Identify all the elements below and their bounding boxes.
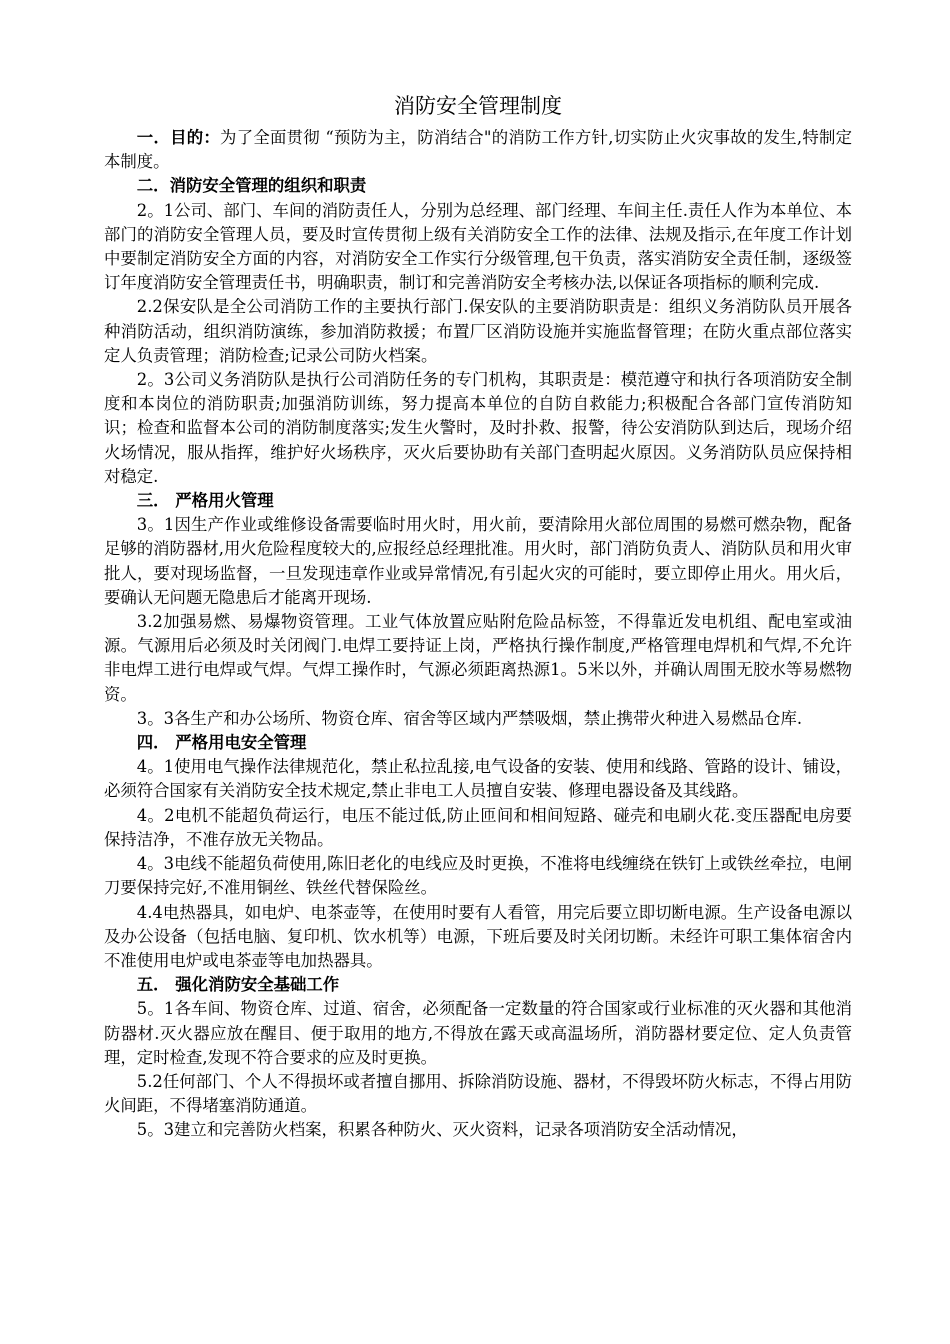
document-title: 消防安全管理制度 [394,94,562,118]
paragraph: 5。3建立和完善防火档案，积累各种防火、灭火资料，记录各项消防安全活动情况， [136,1120,748,1140]
section-heading: 五． 强化消防安全基础工作 [136,975,340,995]
paragraph: 3.2加强易燃、易爆物资管理。工业气体放置应贴附危险品标签，不得靠近发电机组、配电室或油源。气源用后必须及时关闭阀门.电焊工要持证上岗，严格执行操作制度,严格管理电焊机和气焊,不允许非电焊工进行电焊或气焊。气焊工操作时，气源必须距离热源1。5米以外，并确认周围无胶水等易燃物资。 [104,612,852,704]
section-heading: 四． 严格用电安全管理 [136,733,307,753]
paragraph: 5。1各车间、物资仓库、过道、宿舍，必须配备一定数量的符合国家或行业标准的灭火器和其他消防器材.灭火器应放在醒目、便于取用的地方,不得放在露天或高温场所，消防器材要定位、定人负责管理，定时检查,发现不符合要求的应及时更换。 [104,999,852,1067]
paragraph-lead: 一．目的： [136,128,221,147]
paragraph: 2.2保安队是全公司消防工作的主要执行部门.保安队的主要消防职责是：组织义务消防队员开展各种消防活动，组织消防演练，参加消防救援；布置厂区消防设施并实施监督管理；在防火重点部位落实定人负责管理；消防检查;记录公司防火档案。 [104,297,852,365]
paragraph: 4。1使用电气操作法律规范化，禁止私拉乱接,电气设备的安装、使用和线路、管路的设计、铺设，必须符合国家有关消防安全技术规定,禁止非电工人员擅自安装、修理电器设备及其线路。 [104,757,852,801]
paragraph: 2。3公司义务消防队是执行公司消防任务的专门机构，其职责是：模范遵守和执行各项消防安全制度和本岗位的消防职责;加强消防训练，努力提高本单位的自防自救能力;积极配合各部门宣传消防知识；检查和监督本公司的消防制度落实;发生火警时，及时扑救、报警，待公安消防队到达后，现场介绍火场情况，服从指挥，维护好火场秩序，灭火后要协助有关部门查明起火原因。义务消防队员应保持相对稳定. [104,370,852,486]
paragraph-purpose [104,126,852,174]
paragraph: 2。1公司、部门、车间的消防责任人，分别为总经理、部门经理、车间主任.责任人作为本单位、本部门的消防安全管理人员，要及时宣传贯彻上级有关消防安全工作的法律、法规及指示,在年度工作计划中要制定消防安全方面的内容，对消防安全工作实行分级管理,包干负责，落实消防安全责任制，逐级签订年度消防安全管理责任书，明确职责，制订和完善消防安全考核办法,以保证各项指标的顺利完成. [104,200,852,293]
paragraph: 4。3电线不能超负荷使用,陈旧老化的电线应及时更换，不准将电线缠绕在铁钉上或铁丝牵拉，电闸刀要保持完好,不准用铜丝、铁丝代替保险丝。 [104,854,852,898]
paragraph: 4.4电热器具，如电炉、电茶壶等，在使用时要有人看管，用完后要立即切断电源。生产设备电源以及办公设备（包括电脑、复印机、饮水机等）电源，下班后要及时关闭切断。未经许可职工集体宿舍内不准使用电炉或电茶壶等电加热器具。 [104,902,852,970]
paragraph: 3。3各生产和办公场所、物资仓库、宿舍等区域内严禁吸烟，禁止携带火种进入易燃品仓库. [136,708,803,728]
paragraph: 3。1因生产作业或维修设备需要临时用火时，用火前，要清除用火部位周围的易燃可燃杂物，配备足够的消防器材,用火危险程度较大的,应报经总经理批准。用火时，部门消防负责人、消防队员和用火审批人，要对现场监督，一旦发现违章作业或异常情况,有引起火灾的可能时，要立即停止用火。用火后，要确认无问题无隐患后才能离开现场. [104,515,852,607]
section-heading: 三． 严格用火管理 [136,491,274,511]
paragraph: 4。2电机不能超负荷运行，电压不能过低,防止匝间和相间短路、碰壳和电刷火花.变压器配电房要保持洁净，不准存放无关物品。 [104,805,852,849]
paragraph: 5.2任何部门、个人不得损坏或者擅自挪用、拆除消防设施、器材，不得毁坏防火标志，不得占用防火间距，不得堵塞消防通道。 [104,1071,852,1116]
paragraph-text: 为了全面贯彻 “预防为主，防消结合"的消防工作方针,切实防止火灾事故的发生,特制定本制度。 [104,128,853,172]
section-heading: 二．消防安全管理的组织和职责 [136,176,367,196]
